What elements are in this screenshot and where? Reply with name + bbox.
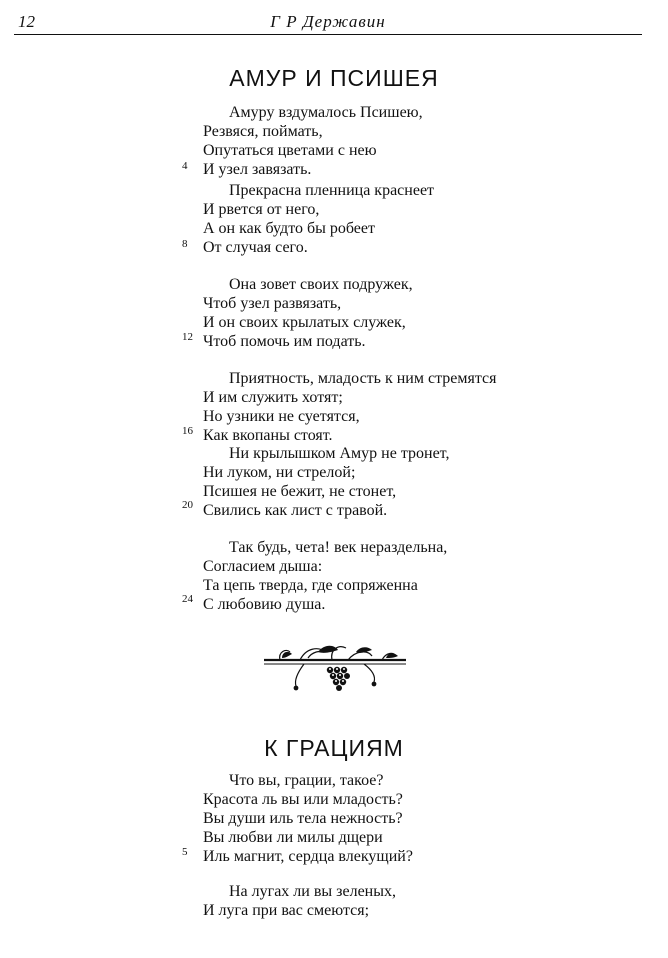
line-number: 16 bbox=[182, 425, 193, 437]
poem-title: АМУР И ПСИШЕЯ bbox=[229, 65, 439, 91]
verse-line: Чтоб помочь им подать. bbox=[203, 333, 366, 350]
verse-line: Что вы, грации, такое? bbox=[229, 772, 384, 789]
verse-line: От случая сего. bbox=[203, 239, 308, 256]
verse-line: Она зовет своих подружек, bbox=[229, 276, 413, 293]
verse-line: Согласием дыша: bbox=[203, 558, 323, 575]
verse-line: А он как будто бы робеет bbox=[203, 220, 375, 237]
verse-line: Так будь, чета! век нераздельна, bbox=[229, 539, 448, 556]
verse-line: Свились как лист с травой. bbox=[203, 502, 388, 519]
line-number: 5 bbox=[182, 846, 188, 858]
verse-line: Та цепь тверда, где сопряженна bbox=[203, 577, 418, 594]
line-number: 12 bbox=[182, 331, 193, 343]
verse-line: Чтоб узел развязать, bbox=[203, 295, 342, 312]
line-number: 20 bbox=[182, 499, 193, 511]
line-number: 8 bbox=[182, 238, 188, 250]
line-number: 24 bbox=[182, 593, 193, 605]
running-title: Г Р Державин bbox=[270, 12, 386, 31]
page-number: 12 bbox=[18, 12, 35, 31]
poem-title: К ГРАЦИЯМ bbox=[264, 735, 404, 761]
verse-line: Вы души иль тела нежность? bbox=[203, 810, 403, 827]
verse-line: Ни луком, ни стрелой; bbox=[203, 464, 356, 481]
verse-line: Опутаться цветами с нею bbox=[203, 142, 377, 159]
line-number: 4 bbox=[182, 160, 188, 172]
verse-line: Ни крылышком Амур не тронет, bbox=[229, 445, 450, 462]
verse-line: На лугах ли вы зеленых, bbox=[229, 883, 396, 900]
verse-line: И им служить хотят; bbox=[203, 389, 343, 406]
verse-line: Иль магнит, сердца влекущий? bbox=[203, 848, 413, 865]
verse-line: С любовию душа. bbox=[203, 596, 326, 613]
vine-ornament-icon bbox=[260, 640, 410, 700]
verse-line: Амуру вздумалось Псишею, bbox=[229, 104, 423, 121]
verse-line: Вы любви ли милы дщери bbox=[203, 829, 383, 846]
verse-line: И луга при вас смеются; bbox=[203, 902, 370, 919]
verse-line: Псишея не бежит, не стонет, bbox=[203, 483, 397, 500]
verse-line: Приятность, младость к ним стремятся bbox=[229, 370, 497, 387]
running-header bbox=[14, 10, 642, 35]
verse-line: Резвяся, поймать, bbox=[203, 123, 323, 140]
verse-line: И узел завязать. bbox=[203, 161, 312, 178]
verse-line: Но узники не суетятся, bbox=[203, 408, 360, 425]
verse-line: И он своих крылатых служек, bbox=[203, 314, 406, 331]
verse-line: Красота ль вы или младость? bbox=[203, 791, 403, 808]
verse-line: Как вкопаны стоят. bbox=[203, 427, 333, 444]
verse-line: Прекрасна пленница краснеет bbox=[229, 182, 435, 199]
verse-line: И рвется от него, bbox=[203, 201, 320, 218]
